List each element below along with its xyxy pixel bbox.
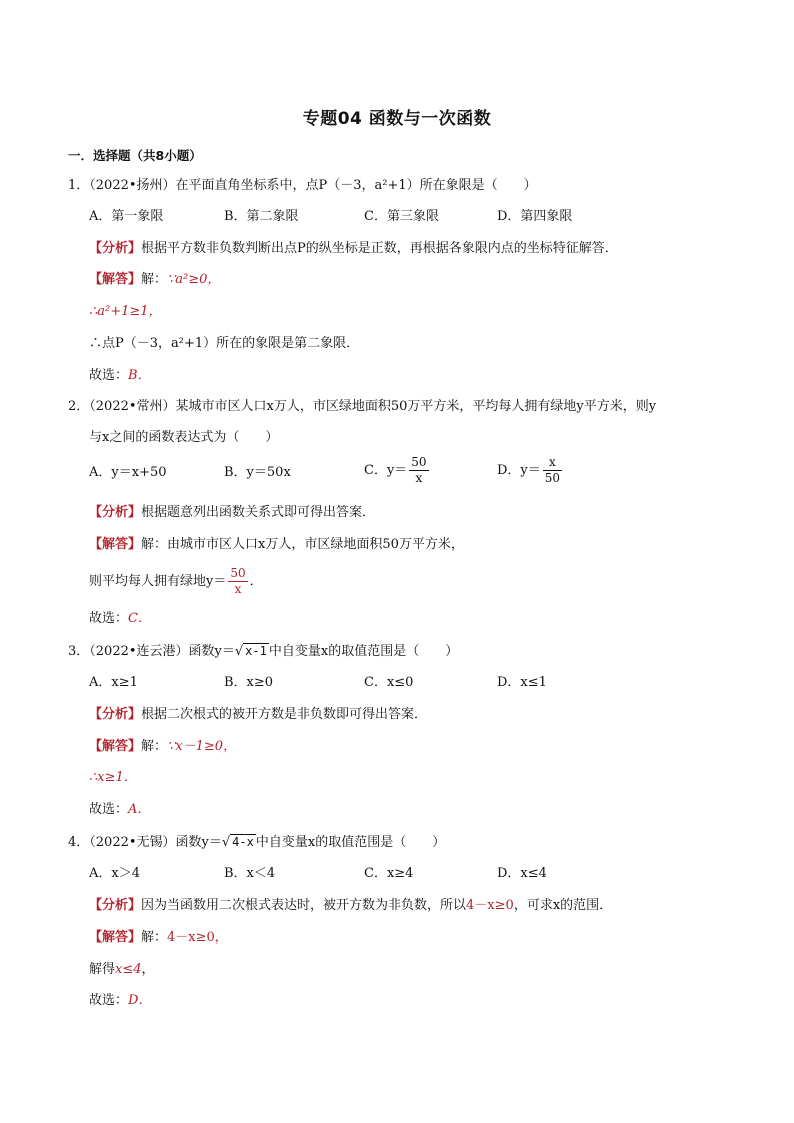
- q4-analysis: [89, 896, 612, 916]
- page-title: 专题04 函数与一次函数: [302, 109, 492, 129]
- q2-option-d-fraction: [543, 455, 562, 486]
- q4-option-b: B．x＜4: [224, 866, 276, 881]
- q2-answer: [89, 609, 151, 629]
- q2-analysis-text: 根据题意列出函数关系式即可得出答案．: [141, 505, 376, 520]
- gu-label: 故选：: [89, 611, 129, 626]
- frac-denominator: x: [234, 582, 242, 596]
- q4-answer: [89, 991, 151, 1011]
- frac-numerator: 50: [411, 455, 427, 469]
- q4-option-c: C．x≥4: [364, 866, 414, 881]
- q2-sol-line1: 由城市市区人口x万人，市区绿地面积50万平方米，: [167, 537, 464, 552]
- frac-denominator: x: [415, 471, 423, 485]
- q4-sol-line1: 4－x≥0，: [167, 930, 228, 945]
- q3-option-d: D．x≤1: [497, 675, 547, 690]
- q2-sol-line2-text: 则平均每人拥有绿地y＝: [89, 574, 227, 589]
- analysis-tag: 【分析】: [89, 707, 142, 722]
- jie-label: 解：: [141, 272, 168, 287]
- q4-sol-line2: [89, 960, 155, 980]
- frac-numerator: 50: [230, 566, 246, 580]
- q1-analysis-text: 根据平方数非负数判断出点P的纵坐标是正数，再根据各象限内点的坐标特征解答．: [141, 241, 618, 256]
- q3-answer: [89, 800, 150, 820]
- q4-analysis-text-b: ，可求x的范围．: [513, 898, 613, 913]
- q2-solution: [89, 535, 464, 555]
- q4-analysis-text-a: 因为当函数用二次根式表达时，被开方数为非负数，所以: [141, 898, 467, 913]
- q2-stem-line2: 与x之间的函数表达式为（ ）: [89, 430, 279, 445]
- q4-stem-post: 中自变量x的取值范围是（ ）: [255, 835, 446, 850]
- q2-stem-line1: 2．（2022•常州）某城市市区人口x万人，市区绿地面积50万平方米，平均每人拥有绿地y平方米，则y: [68, 399, 657, 414]
- q2-option-c-label: C．y＝: [364, 463, 408, 478]
- q2-option-d: [497, 455, 564, 486]
- q1-sol-line3: ∴点P（－3，a²+1）所在的象限是第二象限．: [89, 336, 360, 351]
- q2-analysis: [89, 503, 375, 523]
- q3-option-b: B．x≥0: [224, 675, 274, 690]
- q3-stem: 3．（2022•连云港）函数y＝√ x-1 中自变量x的取值范围是（ ）: [68, 644, 459, 659]
- jie-label: 解：: [141, 537, 168, 552]
- analysis-tag: 【分析】: [89, 898, 142, 913]
- q4-solution: [89, 928, 228, 948]
- q1-option-c: C．第三象限: [364, 209, 439, 224]
- q4-sol-line2-end: ，: [141, 962, 155, 977]
- q4-option-d: D．x≤4: [497, 866, 547, 881]
- gu-label: 故选：: [89, 802, 129, 817]
- q4-stem: 4．（2022•无锡）函数y＝√ 4-x 中自变量x的取值范围是（ ）: [68, 835, 446, 850]
- solution-tag: 【解答】: [89, 739, 142, 754]
- q4-stem-pre: 4．（2022•无锡）函数y＝: [68, 835, 222, 850]
- q4-choice: D．: [128, 993, 152, 1008]
- q4-option-a: A．x＞4: [89, 866, 140, 881]
- jie-label: 解：: [141, 930, 168, 945]
- q1-option-b: B．第二象限: [224, 209, 299, 224]
- q4-analysis-red: 4－x≥0: [466, 898, 514, 913]
- q3-option-a: A．x≥1: [89, 675, 138, 690]
- q4-radicand: 4-x: [232, 835, 254, 849]
- q3-analysis-text: 根据二次根式的被开方数是非负数即可得出答案．: [141, 707, 428, 722]
- q2-option-c-fraction: [409, 455, 428, 486]
- q1-option-d: D．第四象限: [497, 209, 573, 224]
- q3-radicand: x-1: [245, 644, 267, 658]
- gu-label: 故选：: [89, 993, 129, 1008]
- q2-sol-line2: [89, 566, 263, 597]
- solution-tag: 【解答】: [89, 537, 142, 552]
- q3-stem-pre: 3．（2022•连云港）函数y＝: [68, 644, 235, 659]
- q4-sol-line2-red: x≤4: [115, 962, 142, 977]
- q1-solution: [89, 270, 220, 290]
- q2-option-b: B．y＝50x: [224, 465, 291, 480]
- q2-choice: C．: [128, 611, 151, 626]
- solution-tag: 【解答】: [89, 272, 142, 287]
- q1-answer: [89, 366, 151, 386]
- analysis-tag: 【分析】: [89, 241, 142, 256]
- frac-denominator: 50: [544, 471, 561, 485]
- q2-option-d-label: D．y＝: [497, 463, 541, 478]
- frac-numerator: x: [543, 455, 562, 471]
- solution-tag: 【解答】: [89, 930, 142, 945]
- analysis-tag: 【分析】: [89, 505, 142, 520]
- gu-label: 故选：: [89, 368, 129, 383]
- section-heading: 一．选择题（共8小题）: [68, 148, 202, 163]
- q2-sol-fraction: [228, 566, 247, 597]
- q1-choice: B．: [128, 368, 151, 383]
- q3-choice: A．: [128, 802, 151, 817]
- q1-sol-line2: ∴a²+1≥1，: [89, 304, 162, 319]
- q4-sol-line2-pre: 解得: [89, 962, 116, 977]
- q3-solution: [89, 737, 236, 757]
- q2-option-a: A．y＝x+50: [89, 465, 167, 480]
- q3-stem-post: 中自变量x的取值范围是（ ）: [268, 644, 459, 659]
- q3-sol-line1: ∵x－1≥0，: [167, 739, 237, 754]
- q3-option-c: C．x≤0: [364, 675, 414, 690]
- q2-option-c: [364, 455, 431, 486]
- q1-option-a: A．第一象限: [89, 209, 164, 224]
- q3-sol-line2: ∴x≥1．: [89, 770, 137, 785]
- q3-analysis: [89, 705, 427, 725]
- q1-sol-line1: ∵a²≥0，: [167, 272, 221, 287]
- jie-label: 解：: [141, 739, 168, 754]
- q1-stem: 1．（2022•扬州）在平面直角坐标系中，点P（－3，a²+1）所在象限是（ ）: [68, 178, 537, 193]
- q1-analysis: [89, 239, 618, 259]
- q2-sol-line2-end: ．: [249, 574, 263, 589]
